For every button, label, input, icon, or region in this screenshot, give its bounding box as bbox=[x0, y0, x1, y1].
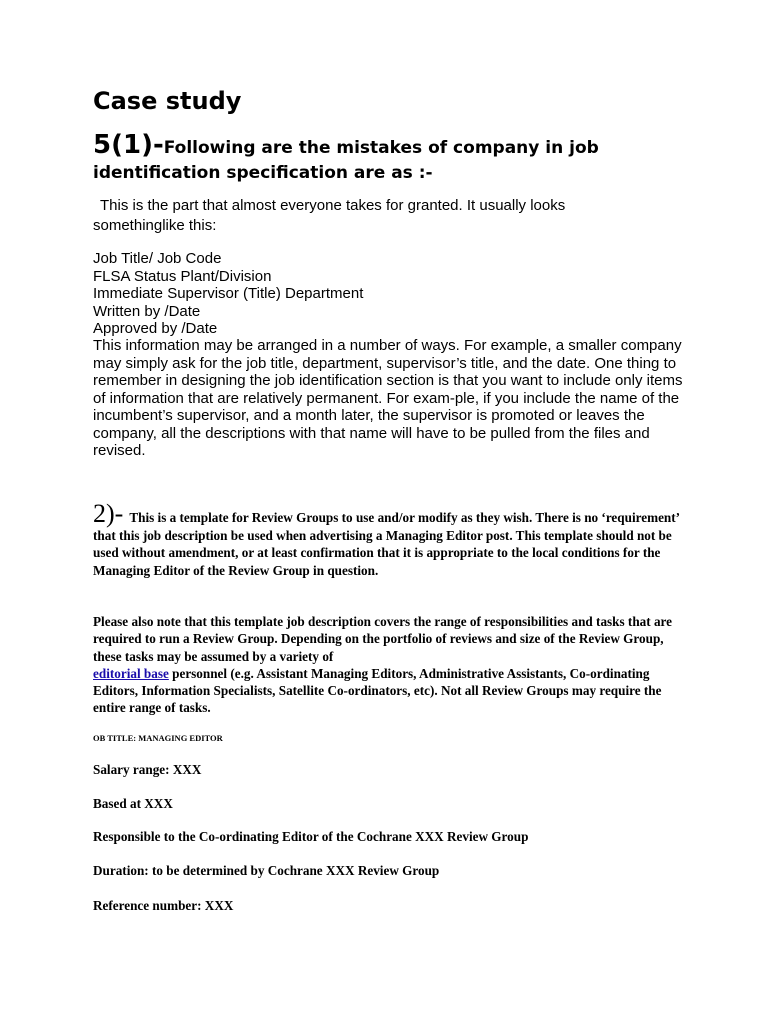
field-immediate-supervisor: Immediate Supervisor (Title) Department bbox=[93, 285, 364, 302]
section-2-number: 2)- bbox=[93, 499, 124, 528]
section-5-heading bbox=[93, 130, 703, 186]
section-2-note-before-link: Please also note that this template job description covers the range of responsibilities and tasks that are required to run a Review Group. Depending on the portfolio of reviews and size of the Review Group, these tasks may be assumed by a variety of bbox=[93, 614, 673, 664]
section-5-paragraph: This information may be arranged in a number of ways. For example, a smaller company may simply ask for the job title, department, supervisor’s title, and the date. One thing to remember in designing the job identification section is that you want to include only items of information that are relatively permanent. For exam-ple, if you include the name of the incumbent’s supervisor, and a month later, the supervisor is promoted or leaves the company, all the descriptions with that name will have to be pulled from the files and revised. bbox=[93, 337, 683, 459]
page-title: Case study bbox=[93, 87, 242, 115]
field-job-title: Job Title/ Job Code bbox=[93, 250, 222, 267]
editorial-base-link[interactable]: editorial base bbox=[93, 665, 169, 681]
based-at: Based at XXX bbox=[93, 796, 173, 811]
section-2-note-after-link: personnel (e.g. Assistant Managing Editors, Administrative Assistants, Co-ordinating Editors, Information Specialists, Satellite Co-ordinators, etc). Not all Review Groups may require the entire range of tasks. bbox=[93, 665, 662, 716]
section-2-lead-text: This is a template for Review Groups to use and/or modify as they wish. There is no ‘requirement’ that this job description be used when advertising a Managing Editor post. This template should not be used without amendment, or at least confirmation that it is appropriate to the local conditions for the Managing Editor of the Review Group in question. bbox=[93, 510, 680, 578]
reference-number: Reference number: XXX bbox=[93, 898, 234, 913]
identification-fields bbox=[93, 250, 363, 338]
section-2-note bbox=[93, 613, 693, 717]
field-flsa-status: FLSA Status Plant/Division bbox=[93, 267, 272, 285]
section-5-intro bbox=[93, 196, 653, 236]
field-written-by: Written by /Date bbox=[93, 302, 201, 320]
field-approved-by: Approved by /Date bbox=[93, 320, 218, 337]
salary-range: Salary range: XXX bbox=[93, 762, 202, 777]
section-5-heading-text: Following are the mistakes of company in job identification specification are as :- bbox=[93, 138, 599, 183]
section-5-number: 5(1)- bbox=[93, 130, 164, 160]
responsible-to: Responsible to the Co-ordinating Editor of the Cochrane XXX Review Group bbox=[93, 829, 529, 844]
job-title-heading: OB TITLE: MANAGING EDITOR bbox=[93, 733, 223, 743]
section-2-lead bbox=[93, 501, 693, 579]
section-5-intro-text: This is the part that almost everyone takes for granted. It usually looks somethinglike this: bbox=[93, 197, 566, 234]
duration: Duration: to be determined by Cochrane XXX Review Group bbox=[93, 863, 440, 878]
